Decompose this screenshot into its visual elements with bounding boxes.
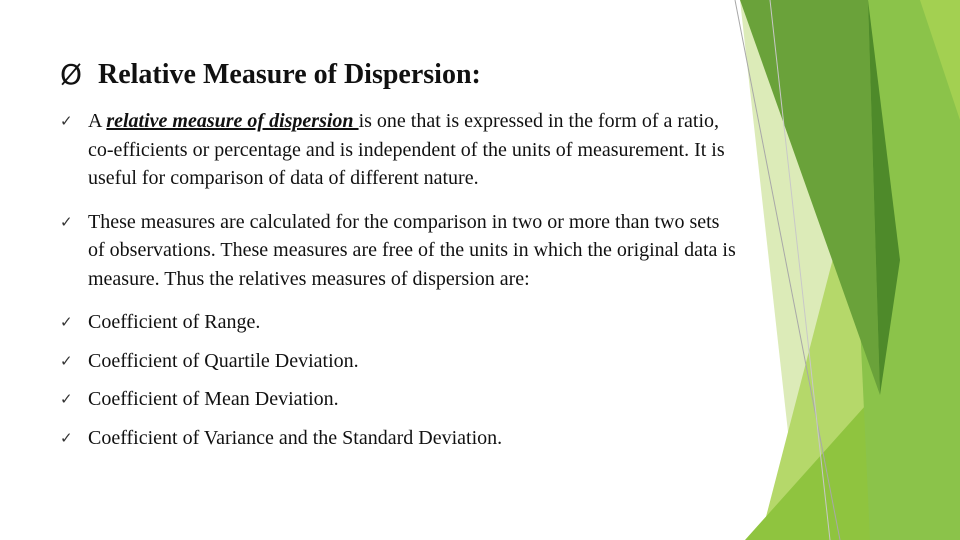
checkmark-icon: ✓ — [60, 112, 73, 130]
checkmark-icon: ✓ — [60, 390, 73, 408]
title-text: Relative Measure of Dispersion: — [98, 59, 481, 90]
bullet-text: Coefficient of Quartile Deviation. — [88, 349, 359, 372]
bullet-text-rest: is one that is expressed in the form of a ratio, co-efficients or percentage and is independent of the units of measurement. It is useful for comparison of data of different nature. — [88, 110, 725, 189]
checkmark-icon: ✓ — [60, 351, 73, 370]
bullet-text: These measures are calculated for the comparison in two or more than two sets of observations. These measures are free of the units in which the original data is measure. Thus the relatives measures of dispersion are: — [88, 210, 736, 290]
bullet-definition — [60, 107, 740, 193]
checkmark-icon: ✓ — [60, 212, 73, 231]
bullet-coefficient-mean — [60, 385, 740, 414]
bullet-text: Coefficient of Range. — [88, 311, 261, 333]
bullet-list — [60, 107, 740, 452]
bullet-text — [88, 107, 740, 193]
bullet-coefficient-quartile — [60, 347, 740, 376]
emphasized-term: relative measure of dispersion — [106, 110, 359, 132]
bullet-text-lead: A — [88, 110, 107, 132]
checkmark-icon: ✓ — [60, 428, 73, 447]
checkmark-icon: ✓ — [60, 313, 73, 331]
bullet-text: Coefficient of Mean Deviation. — [88, 388, 339, 410]
bullet-coefficient-range — [60, 308, 740, 337]
slide-title — [60, 58, 481, 92]
arrow-bullet-icon: Ø — [60, 58, 83, 91]
bullet-purpose — [60, 208, 740, 294]
bullet-text: Coefficient of Variance and the Standard Deviation. — [88, 426, 503, 449]
bullet-coefficient-variance — [60, 424, 740, 453]
